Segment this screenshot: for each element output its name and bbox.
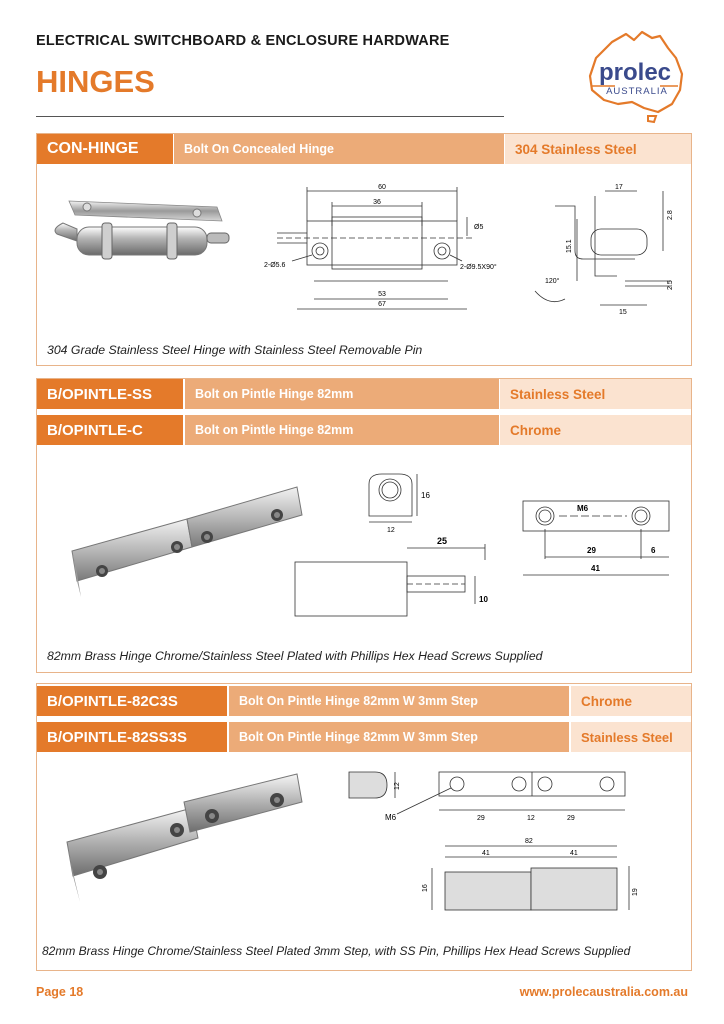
dim-phi5: Ø5: [474, 224, 484, 231]
product-row: [37, 722, 691, 752]
product-description: Bolt on Pintle Hinge 82mm: [185, 379, 499, 409]
pintle-hinge-top-drawing: [515, 489, 685, 589]
dim-6: 6: [651, 546, 656, 555]
product-row: [37, 415, 691, 445]
product-code: B/OPINTLE-C: [37, 415, 183, 445]
dim-25: 25: [437, 536, 448, 546]
dim-36: 36: [373, 199, 381, 206]
logo-subtext: AUSTRALIA: [606, 86, 668, 97]
stepped-pintle-drawing: [327, 762, 682, 922]
dim-41-a: 41: [482, 850, 490, 857]
product-code: B/OPINTLE-82SS3S: [37, 722, 227, 752]
dim-15-1: 15.1: [566, 239, 573, 253]
dim-82: 82: [525, 838, 533, 845]
section-con-hinge: [36, 133, 692, 366]
dim-hole1: 2-Ø5.6: [264, 262, 286, 269]
product-material: 304 Stainless Steel: [505, 134, 691, 164]
website-link[interactable]: www.prolecaustralia.com.au: [519, 985, 688, 999]
title-divider: [36, 116, 504, 117]
australia-map-icon: [582, 28, 688, 124]
section-bopintle-82-step: [36, 683, 692, 971]
dim-12-mid: 12: [527, 815, 535, 822]
dim-m6: M6: [577, 504, 589, 513]
section-bopintle: [36, 378, 692, 673]
dim-10: 10: [479, 595, 488, 604]
dim-2-8: 2.8: [667, 210, 674, 220]
dim-41: 41: [591, 564, 600, 573]
dim-12-side: 12: [394, 782, 401, 790]
product-row: [37, 379, 691, 409]
dim-67: 67: [378, 301, 386, 308]
dim-60: 60: [378, 184, 386, 191]
prolec-logo[interactable]: [582, 28, 688, 124]
category-title: ELECTRICAL SWITCHBOARD & ENCLOSURE HARDWARE: [36, 33, 450, 49]
con-hinge-drawing: [262, 181, 502, 321]
pintle-hinge-photo: [67, 479, 307, 599]
pintle-hinge-drawing: [287, 464, 502, 624]
product-material: Chrome: [500, 415, 691, 445]
section-caption: 304 Grade Stainless Steel Hinge with Stainless Steel Removable Pin: [47, 343, 423, 357]
logo-wordmark: prolec: [598, 59, 672, 86]
dim-29: 29: [587, 546, 596, 555]
section-caption: 82mm Brass Hinge Chrome/Stainless Steel Plated 3mm Step, with SS Pin, Phillips Hex Head Screws Supplied: [42, 944, 631, 958]
dim-16: 16: [422, 884, 429, 892]
product-description: Bolt on Pintle Hinge 82mm: [185, 415, 499, 445]
con-hinge-end-drawing: [525, 181, 685, 321]
product-description: Bolt On Pintle Hinge 82mm W 3mm Step: [229, 686, 569, 716]
dim-29-a: 29: [477, 815, 485, 822]
product-code: CON-HINGE: [37, 134, 173, 164]
dim-16: 16: [421, 491, 430, 500]
product-material: Stainless Steel: [571, 722, 691, 752]
page-title: HINGES: [36, 64, 155, 99]
section-caption: 82mm Brass Hinge Chrome/Stainless Steel Plated with Phillips Hex Head Screws Supplied: [47, 649, 543, 663]
dim-12: 12: [387, 527, 395, 534]
dim-2-5: 2.5: [667, 280, 674, 290]
dim-53: 53: [378, 291, 386, 298]
product-material: Chrome: [571, 686, 691, 716]
dim-17: 17: [615, 184, 623, 191]
dim-29-b: 29: [567, 815, 575, 822]
dim-m6: M6: [385, 813, 397, 822]
product-material: Stainless Steel: [500, 379, 691, 409]
dim-120: 120°: [545, 278, 560, 285]
product-code: B/OPINTLE-SS: [37, 379, 183, 409]
page-number: Page 18: [36, 985, 84, 999]
product-row: [37, 134, 691, 164]
product-description: Bolt On Concealed Hinge: [174, 134, 504, 164]
dim-19: 19: [632, 888, 639, 896]
product-code: B/OPINTLE-82C3S: [37, 686, 227, 716]
dim-hole2: 2-Ø9.5X90°: [460, 264, 497, 271]
stepped-pintle-photo: [62, 772, 307, 912]
product-row: [37, 686, 691, 716]
dim-15: 15: [619, 309, 627, 316]
con-hinge-photo: [47, 189, 245, 289]
dim-41-b: 41: [570, 850, 578, 857]
product-description: Bolt On Pintle Hinge 82mm W 3mm Step: [229, 722, 569, 752]
